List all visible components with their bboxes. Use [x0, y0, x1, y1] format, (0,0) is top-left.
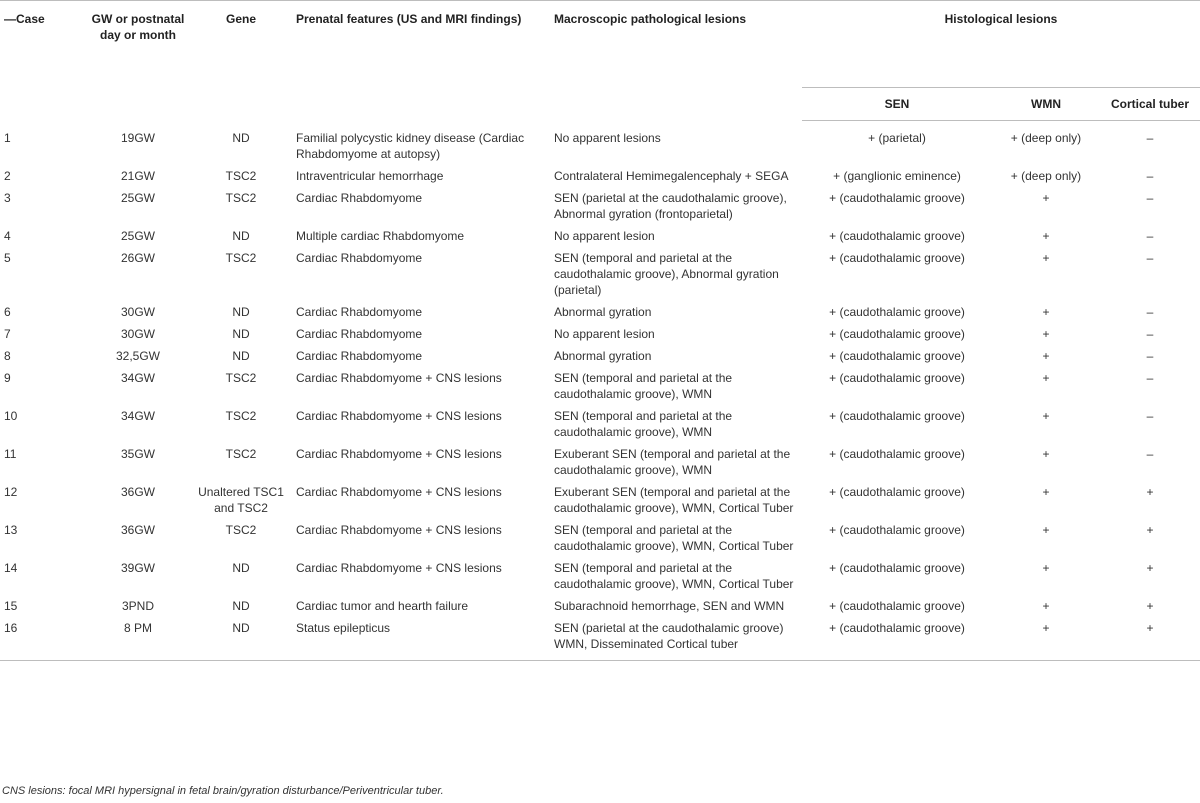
cell-prenatal: Cardiac tumor and hearth failure	[296, 598, 469, 613]
cell-macro: No apparent lesion	[554, 228, 655, 243]
cell-prenatal: Familial polycystic kidney disease (Cardiac Rhabdomyome at autopsy)	[296, 130, 525, 161]
cell-prenatal: Status epilepticus	[292, 617, 550, 661]
cell-gw: 21GW	[120, 168, 155, 183]
header-wmn: WMN	[992, 88, 1100, 121]
cell-sen: + (caudothalamic groove)	[829, 408, 965, 423]
cell-gene: ND	[232, 348, 250, 363]
cell-sen: + (caudothalamic groove)	[829, 190, 965, 205]
table-row	[0, 121, 1200, 165]
table-row	[0, 301, 1200, 323]
cell-gw: 30GW	[120, 326, 155, 341]
cell-cortical: +	[1146, 484, 1154, 499]
cell-prenatal: Cardiac Rhabdomyome + CNS lesions	[296, 370, 502, 385]
cell-cortical: –	[1146, 190, 1154, 205]
cell-gw: 34GW	[120, 370, 155, 385]
cell-cortical: –	[1146, 131, 1154, 145]
table-row	[0, 405, 1200, 443]
cell-wmn: +	[1042, 348, 1050, 363]
cell-prenatal: Cardiac Rhabdomyome	[296, 304, 423, 319]
cell-macro: SEN (temporal and parietal at the caudothalamic groove), WMN, Cortical Tuber	[554, 560, 794, 591]
cell-gw: 25GW	[120, 190, 155, 205]
cell-macro: No apparent lesions	[554, 130, 661, 145]
cell-cortical: +	[1146, 598, 1154, 613]
cell-prenatal: Cardiac Rhabdomyome + CNS lesions	[296, 522, 502, 537]
cell-wmn: +	[1042, 408, 1050, 423]
cell-sen: + (caudothalamic groove)	[829, 228, 965, 243]
cell-sen: + (caudothalamic groove)	[802, 617, 992, 661]
cell-gene: TSC2	[225, 522, 257, 537]
cell-gene: TSC2	[225, 408, 257, 423]
cell-gene: TSC2	[225, 190, 257, 205]
cell-cortical: +	[1146, 560, 1154, 575]
header-case: —Case	[0, 1, 86, 121]
cell-cortical: –	[1146, 250, 1154, 265]
cell-cortical: –	[1146, 370, 1154, 385]
cell-case: 12	[4, 484, 18, 499]
table-row	[0, 187, 1200, 225]
cell-case: 1	[4, 130, 11, 145]
cell-case: 2	[4, 168, 11, 183]
cell-case: 11	[4, 446, 17, 461]
cell-wmn: +	[992, 617, 1100, 661]
cell-wmn: +	[1042, 446, 1050, 461]
cell-wmn: +	[1042, 250, 1050, 265]
cell-case: 8	[4, 348, 11, 363]
cell-prenatal: Cardiac Rhabdomyome + CNS lesions	[296, 446, 502, 461]
cell-wmn: +	[1042, 190, 1050, 205]
cell-cortical: –	[1146, 326, 1154, 341]
cell-wmn: + (deep only)	[1010, 131, 1082, 145]
cell-wmn: +	[1042, 484, 1050, 499]
cell-prenatal: Intraventricular hemorrhage	[296, 168, 444, 183]
table-row	[0, 345, 1200, 367]
cell-macro: SEN (temporal and parietal at the caudothalamic groove), WMN	[554, 408, 733, 439]
cell-gw: 19GW	[120, 130, 155, 145]
cell-gw: 8 PM	[86, 617, 190, 661]
cell-prenatal: Cardiac Rhabdomyome	[296, 326, 423, 341]
cell-gene: ND	[232, 228, 250, 243]
table-row	[0, 323, 1200, 345]
table-body	[0, 121, 1200, 661]
cell-case: 16	[0, 617, 86, 661]
cell-wmn: +	[1042, 304, 1050, 319]
cell-macro: SEN (temporal and parietal at the caudothalamic groove), WMN	[554, 370, 733, 401]
cell-gene: ND	[232, 560, 250, 575]
cell-macro: Abnormal gyration	[554, 348, 652, 363]
cell-case: 13	[4, 522, 18, 537]
cell-gw: 34GW	[120, 408, 155, 423]
cell-wmn: +	[1042, 560, 1050, 575]
cell-cortical: –	[1146, 348, 1154, 363]
cell-cortical: –	[1146, 408, 1154, 423]
cell-case: 5	[4, 250, 11, 265]
cell-sen: + (parietal)	[868, 131, 926, 145]
cell-sen: + (ganglionic eminence)	[833, 168, 961, 183]
cell-case: 4	[4, 228, 11, 243]
cell-wmn: + (deep only)	[1010, 168, 1082, 183]
cell-gw: 32,5GW	[115, 348, 160, 363]
cell-gw: 36GW	[120, 522, 155, 537]
footnote: CNS lesions: focal MRI hypersignal in fetal brain/gyration disturbance/Periventricular tuber.	[2, 785, 444, 797]
cell-macro: Abnormal gyration	[554, 304, 652, 319]
cell-gw: 26GW	[120, 250, 155, 265]
cell-macro: SEN (parietal at the caudothalamic groove) WMN, Disseminated Cortical tuber	[550, 617, 802, 661]
cell-gene: TSC2	[225, 250, 257, 265]
cell-case: 3	[4, 190, 11, 205]
cell-prenatal: Cardiac Rhabdomyome	[296, 250, 423, 265]
cell-sen: + (caudothalamic groove)	[829, 522, 965, 537]
cell-gw: 36GW	[120, 484, 155, 499]
cell-case: 9	[4, 370, 11, 385]
cell-wmn: +	[1042, 326, 1050, 341]
cell-wmn: +	[1042, 598, 1050, 613]
cell-sen: + (caudothalamic groove)	[829, 304, 965, 319]
cell-prenatal: Cardiac Rhabdomyome + CNS lesions	[296, 484, 502, 499]
table-row	[0, 557, 1200, 595]
table-row	[0, 481, 1200, 519]
cell-cortical: –	[1146, 304, 1154, 319]
cell-sen: + (caudothalamic groove)	[829, 370, 965, 385]
cell-case: 14	[4, 560, 18, 575]
cell-wmn: +	[1042, 228, 1050, 243]
cell-sen: + (caudothalamic groove)	[829, 250, 965, 265]
header-prenatal: Prenatal features (US and MRI findings)	[292, 1, 550, 121]
cell-gene: ND	[232, 130, 250, 145]
cell-prenatal: Multiple cardiac Rhabdomyome	[296, 228, 465, 243]
cell-prenatal: Cardiac Rhabdomyome	[296, 190, 423, 205]
cell-gene: TSC2	[225, 370, 257, 385]
cell-gene: TSC2	[225, 446, 257, 461]
cell-sen: + (caudothalamic groove)	[829, 598, 965, 613]
cell-wmn: +	[1042, 522, 1050, 537]
cell-gw: 35GW	[120, 446, 155, 461]
header-row	[0, 1, 1200, 88]
cell-gene: ND	[232, 326, 250, 341]
cell-sen: + (caudothalamic groove)	[829, 348, 965, 363]
cell-macro: Subarachnoid hemorrhage, SEN and WMN	[554, 598, 785, 613]
cell-macro: Contralateral Hemimegalencephaly + SEGA	[554, 168, 789, 183]
cell-cortical: –	[1146, 168, 1154, 183]
cell-wmn: +	[1042, 370, 1050, 385]
cell-macro: SEN (temporal and parietal at the caudothalamic groove), Abnormal gyration (parietal)	[554, 250, 779, 297]
table-row	[0, 595, 1200, 617]
table-row	[0, 225, 1200, 247]
cell-macro: Exuberant SEN (temporal and parietal at the caudothalamic groove), WMN, Cortical Tuber	[554, 484, 794, 515]
cell-gw: 30GW	[120, 304, 155, 319]
cell-sen: + (caudothalamic groove)	[829, 326, 965, 341]
cell-case: 7	[4, 326, 11, 341]
cell-sen: + (caudothalamic groove)	[829, 560, 965, 575]
header-gene: Gene	[190, 1, 292, 121]
cell-sen: + (caudothalamic groove)	[829, 484, 965, 499]
header-gw: GW or postnatal day or month	[86, 1, 190, 121]
cell-macro: SEN (temporal and parietal at the caudothalamic groove), WMN, Cortical Tuber	[554, 522, 794, 553]
table-row	[0, 617, 1200, 661]
cell-case: 6	[4, 304, 11, 319]
header-histological: Histological lesions	[802, 1, 1200, 88]
cell-cortical: +	[1146, 522, 1154, 537]
cell-prenatal: Cardiac Rhabdomyome + CNS lesions	[296, 408, 502, 423]
cell-gene: ND	[232, 304, 250, 319]
cell-case: 10	[4, 408, 18, 423]
cell-macro: No apparent lesion	[554, 326, 655, 341]
table-row	[0, 519, 1200, 557]
cell-prenatal: Cardiac Rhabdomyome + CNS lesions	[296, 560, 502, 575]
cell-gene: ND	[232, 598, 250, 613]
cell-gene: TSC2	[225, 168, 257, 183]
cell-cortical: –	[1146, 228, 1154, 243]
table-row	[0, 367, 1200, 405]
cell-macro: Exuberant SEN (temporal and parietal at the caudothalamic groove), WMN	[554, 446, 791, 477]
cell-gw: 25GW	[120, 228, 155, 243]
table-row	[0, 443, 1200, 481]
cell-case: 15	[4, 598, 18, 613]
cell-prenatal: Cardiac Rhabdomyome	[296, 348, 423, 363]
header-sen: SEN	[802, 88, 992, 121]
cell-macro: SEN (parietal at the caudothalamic groove), Abnormal gyration (frontoparietal)	[554, 190, 787, 221]
cell-cortical: –	[1146, 446, 1154, 461]
header-cortical: Cortical tuber	[1100, 88, 1200, 121]
cell-gw: 3PND	[121, 598, 154, 613]
cell-cortical: +	[1100, 617, 1200, 661]
cell-gene: Unaltered TSC1 and TSC2	[198, 484, 284, 515]
cell-sen: + (caudothalamic groove)	[829, 446, 965, 461]
table-row	[0, 247, 1200, 301]
cell-gw: 39GW	[120, 560, 155, 575]
header-macro: Macroscopic pathological lesions	[550, 1, 802, 121]
cell-gene: ND	[190, 617, 292, 661]
table-row	[0, 165, 1200, 187]
